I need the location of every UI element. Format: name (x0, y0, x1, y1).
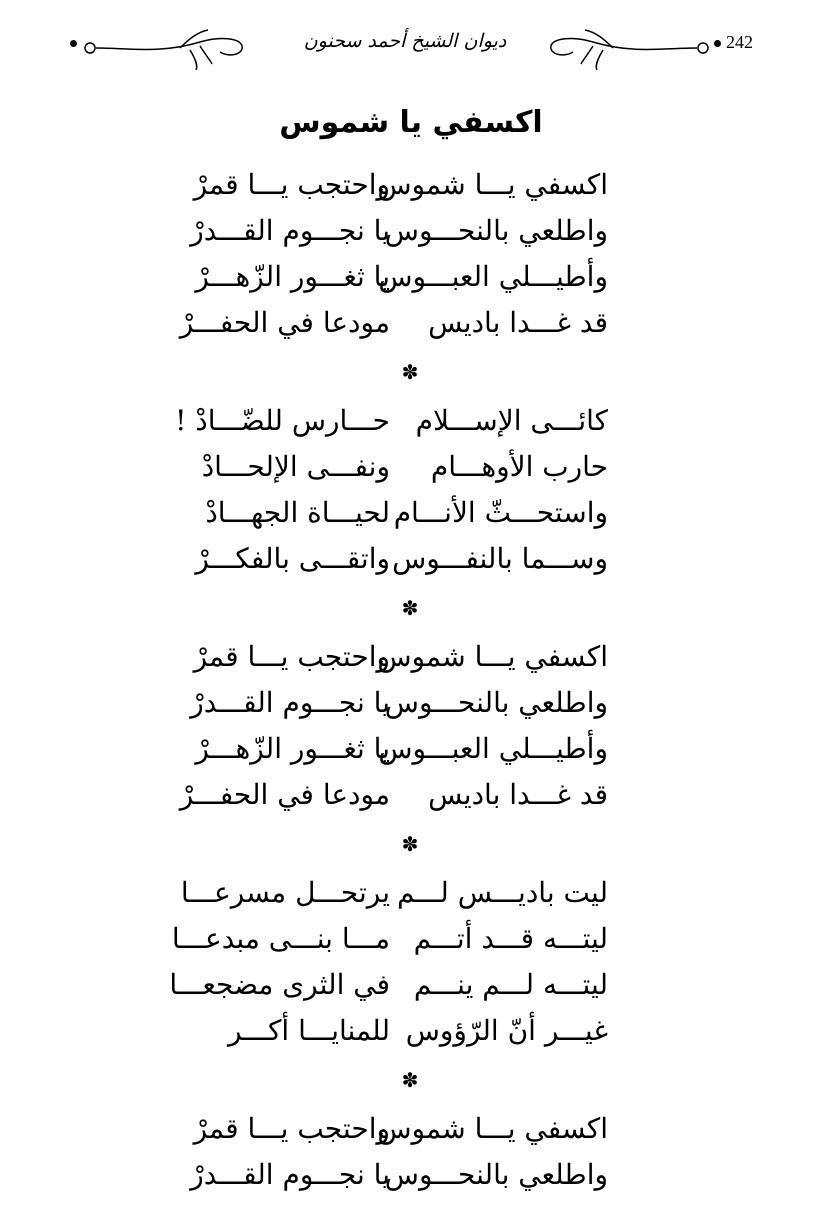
first-hemistich: ليتـــه قـــد أتـــم (413, 922, 608, 955)
first-hemistich: قد غـــدا باديس (428, 778, 608, 811)
stanza-separator (0, 349, 822, 401)
flourish-ornament-icon (543, 24, 713, 74)
first-hemistich: ليتـــه لـــم ينـــم (413, 968, 608, 1001)
second-hemistich: مـــا بنـــى مبدعـــا (171, 922, 390, 955)
first-hemistich: ليت باديـــس لـــم (397, 876, 608, 909)
verse-line (0, 1109, 822, 1155)
stanza (0, 1109, 822, 1201)
verse-line (0, 637, 822, 683)
stanza-separator (0, 821, 822, 873)
second-hemistich: حـــارس للضّـــادْ ! (175, 404, 390, 437)
verse-line (0, 873, 822, 919)
second-hemistich: واحتجب يـــا قمرْ (193, 168, 390, 201)
second-hemistich: يرتحـــل مسرعـــا (180, 876, 390, 909)
stanza (0, 873, 822, 1057)
flourish-ornament-icon (80, 24, 250, 74)
first-hemistich: حارب الأوهـــام (430, 450, 608, 483)
verse-line (0, 303, 822, 349)
verse-line (0, 683, 822, 729)
first-hemistich: وأطيـــلي العبـــوس (378, 260, 608, 293)
verse-line (0, 539, 822, 585)
first-hemistich: قد غـــدا باديس (428, 306, 608, 339)
page-header (0, 18, 822, 78)
second-hemistich: يا نجـــوم القـــدرْ (190, 1158, 390, 1191)
second-hemistich: في الثرى مضجعـــا (169, 968, 390, 1001)
stanza (0, 165, 822, 349)
running-head: ديوان الشيخ أحمد سحنون (303, 30, 507, 52)
second-hemistich: واحتجب يـــا قمرْ (193, 640, 390, 673)
flower-ornament-icon: ✽ (401, 1068, 419, 1092)
bullet-dot (714, 40, 721, 47)
first-hemistich: غيـــر أنّ الرّؤوس (405, 1014, 608, 1047)
second-hemistich: يا نجـــوم القـــدرْ (190, 214, 390, 247)
second-hemistich: واتقـــى بالفكـــرْ (195, 542, 390, 575)
stanza-separator (0, 585, 822, 637)
first-hemistich: كائـــى الإســـلام (415, 404, 608, 437)
bullet-dot (70, 40, 77, 47)
verse-line (0, 1011, 822, 1057)
flower-ornament-icon: ✽ (401, 360, 419, 384)
second-hemistich: يا نجـــوم القـــدرْ (190, 686, 390, 719)
second-hemistich: لحيـــاة الجهـــادْ (205, 496, 390, 529)
first-hemistich: واستحـــثّ الأنـــام (393, 496, 608, 529)
second-hemistich: مودعا في الحفـــرْ (179, 306, 390, 339)
second-hemistich: للمنايـــا أكـــر (228, 1014, 390, 1047)
verse-line (0, 965, 822, 1011)
page-number: 242 (726, 32, 753, 52)
verse-line (0, 919, 822, 965)
first-hemistich: اكسفي يـــا شموس (377, 168, 608, 201)
poem-body (0, 165, 822, 1201)
verse-line (0, 447, 822, 493)
poem-title: اكسفي يا شموس (279, 105, 543, 140)
flower-ornament-icon: ✽ (401, 832, 419, 856)
first-hemistich: وأطيـــلي العبـــوس (378, 732, 608, 765)
first-hemistich: وســـما بالنفـــوس (392, 542, 608, 575)
second-hemistich: يا ثغـــور الزّهـــرْ (195, 732, 390, 765)
second-hemistich: واحتجب يـــا قمرْ (193, 1112, 390, 1145)
first-hemistich: اكسفي يـــا شموس (377, 1112, 608, 1145)
flower-ornament-icon: ✽ (401, 596, 419, 620)
verse-line (0, 729, 822, 775)
first-hemistich: واطلعي بالنحـــوس (384, 686, 608, 719)
verse-line (0, 211, 822, 257)
second-hemistich: ونفـــى الإلحـــادْ (201, 450, 390, 483)
stanza (0, 637, 822, 821)
verse-line (0, 1155, 822, 1201)
verse-line (0, 165, 822, 211)
first-hemistich: اكسفي يـــا شموس (377, 640, 608, 673)
first-hemistich: واطلعي بالنحـــوس (384, 214, 608, 247)
second-hemistich: يا ثغـــور الزّهـــرْ (195, 260, 390, 293)
stanza-separator (0, 1057, 822, 1109)
first-hemistich: واطلعي بالنحـــوس (384, 1158, 608, 1191)
verse-line (0, 775, 822, 821)
verse-line (0, 493, 822, 539)
second-hemistich: مودعا في الحفـــرْ (179, 778, 390, 811)
verse-line (0, 257, 822, 303)
stanza (0, 401, 822, 585)
verse-line (0, 401, 822, 447)
